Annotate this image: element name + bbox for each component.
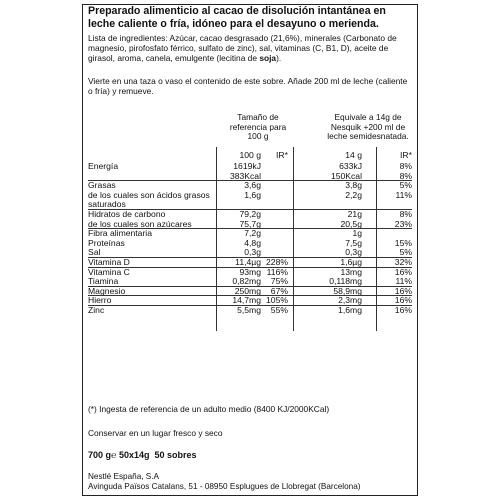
ir-14g: 5%	[399, 180, 412, 191]
value-14g: 58,9mg	[333, 285, 362, 296]
value-14g: 633kJ	[339, 161, 362, 171]
ir-100g: 67%	[270, 285, 288, 296]
nutrition-label-panel	[82, 4, 418, 496]
value-14g: 0,3g	[345, 247, 362, 258]
nutrient-label: saturados	[88, 199, 126, 210]
table-row	[88, 306, 412, 316]
value-100g: 11,4µg	[235, 257, 261, 267]
nutrient-label: Energía	[88, 161, 119, 171]
header-reference-14g: Equivale a 14g de Nesquik +200 ml de leche semidesnatada.	[327, 112, 409, 142]
ir-14g: 16%	[394, 266, 412, 277]
ir-14g: 8%	[399, 170, 412, 181]
ingredients-list	[88, 33, 412, 63]
value-14g: 7,5g	[345, 237, 362, 248]
ir-14g: 16%	[394, 305, 412, 315]
value-100g: 0,3g	[244, 247, 261, 258]
table-header-row	[88, 151, 412, 161]
row-separator	[88, 295, 412, 296]
nutrient-label: Zinc	[88, 305, 105, 315]
value-100g: 0,82mg	[232, 276, 261, 287]
value-100g: 93mg	[239, 266, 261, 277]
e-mark-icon: ℮	[111, 450, 117, 460]
ir-100g: 55%	[270, 305, 288, 315]
value-14g: 1,6µg	[340, 257, 362, 267]
col-header-ir-14: IR*	[400, 150, 412, 160]
nutrient-label: Hierro	[88, 295, 112, 306]
col-header-ir-100: IR*	[276, 150, 288, 160]
row-separator	[88, 209, 412, 210]
ir-14g: 16%	[394, 295, 412, 306]
company-name: Nestlé España, S.A	[88, 472, 159, 481]
row-separator	[88, 286, 412, 287]
value-100g: 79,2g	[239, 209, 261, 219]
value-14g: 13mg	[340, 266, 362, 277]
ir-14g: 23%	[394, 218, 412, 229]
nutrient-label: Grasas	[88, 180, 116, 191]
value-14g: 0,118mg	[329, 276, 362, 287]
nutrient-label: Sal	[88, 247, 101, 258]
pack-count: 50x14g	[118, 450, 150, 460]
ir-14g: 16%	[394, 285, 412, 296]
nutrient-label: Vitamina C	[88, 266, 130, 277]
preparation-instructions: Vierte en una taza o vaso el contenido de este sobre. Añade 200 ml de leche (caliente o fría) y remueve.	[88, 76, 408, 96]
value-14g: 21g	[347, 209, 362, 219]
ir-14g: 5%	[399, 247, 412, 258]
row-separator	[88, 305, 412, 306]
ir-100g: 105%	[266, 295, 288, 306]
net-weight: 700 g	[88, 450, 112, 460]
value-100g: 3,6g	[244, 180, 261, 191]
value-100g: 75,7g	[239, 218, 261, 229]
nutrient-label: Fibra alimentaria	[88, 228, 152, 239]
value-100g: 1,6g	[244, 189, 261, 200]
value-100g: 4,8g	[244, 237, 261, 248]
nutrient-label: de los cuales son ácidos grasos	[88, 189, 210, 200]
row-separator	[88, 267, 412, 268]
nutrient-label: de los cuales son azúcares	[88, 218, 192, 229]
ir-100g: 116%	[266, 266, 288, 277]
value-100g: 1619kJ	[233, 161, 261, 171]
label-content	[88, 5, 412, 495]
ir-100g: 75%	[270, 276, 288, 287]
ir-14g: 11%	[395, 276, 412, 287]
value-14g: 1g	[352, 228, 362, 239]
value-100g: 7,2g	[244, 228, 261, 239]
ir-14g: 32%	[394, 257, 412, 267]
net-weight-line	[88, 450, 412, 461]
value-14g: 150Kcal	[330, 170, 362, 181]
table-row	[88, 191, 412, 201]
ir-14g: 11%	[395, 189, 412, 200]
value-14g: 2,3mg	[338, 295, 362, 306]
value-100g: 250mg	[234, 285, 261, 296]
nutrient-label: Magnesio	[88, 285, 126, 296]
row-separator	[88, 228, 412, 229]
nutrient-label: Proteínas	[88, 237, 125, 248]
ingredients-suffix: ).	[276, 53, 282, 63]
manufacturer-info	[88, 472, 412, 492]
col-header-14g: 14 g	[345, 150, 362, 160]
value-14g: 3,8g	[345, 180, 362, 191]
sachet-count: 50 sobres	[154, 450, 197, 460]
nutrient-label: Vitamina D	[88, 257, 130, 267]
allergen-soja: soja	[259, 53, 277, 63]
value-14g: 20,5g	[340, 218, 362, 229]
col-header-100g: 100 g	[239, 150, 261, 160]
nutrition-table	[88, 141, 412, 331]
ingredients-prefix: Lista de ingredientes: Azúcar, cacao desgrasado (21,6%), minerales (Carbonato de magnesio, pirofosfato férrico, sulfato de zinc), sal, vitaminas (C, B1, D), aceite de girasol, aroma, canela, emulgente (lecitina de	[88, 33, 397, 63]
storage-instructions: Conservar en un lugar fresco y seco	[88, 428, 223, 438]
value-100g: 14,7mg	[232, 295, 261, 306]
ir-100g: 228%	[266, 257, 288, 267]
ir-14g: 8%	[399, 161, 412, 171]
row-separator	[88, 257, 412, 258]
header-reference-100g: Tamaño de referencia para 100 g	[229, 112, 287, 142]
product-description: Preparado alimenticio al cacao de disolución intantánea en leche caliente o fría, idóneo para el desayuno o merienda.	[88, 5, 386, 30]
row-separator	[88, 180, 412, 181]
value-14g: 2,2g	[345, 189, 362, 200]
reference-intake-footnote: (*) Ingesta de referencia de un adulto medio (8400 KJ/2000KCal)	[88, 404, 330, 414]
value-100g: 383Kcal	[229, 170, 261, 181]
ir-14g: 8%	[399, 209, 412, 219]
company-address: Avinguda Països Catalans, 51 - 08950 Esplugues de Llobregat (Barcelona)	[88, 482, 361, 491]
value-14g: 1,6mg	[338, 305, 362, 315]
value-100g: 5,5mg	[237, 305, 261, 315]
nutrient-label: Tiamina	[88, 276, 119, 287]
ir-14g: 15%	[394, 237, 412, 248]
nutrient-label: Hidratos de carbono	[88, 209, 166, 219]
